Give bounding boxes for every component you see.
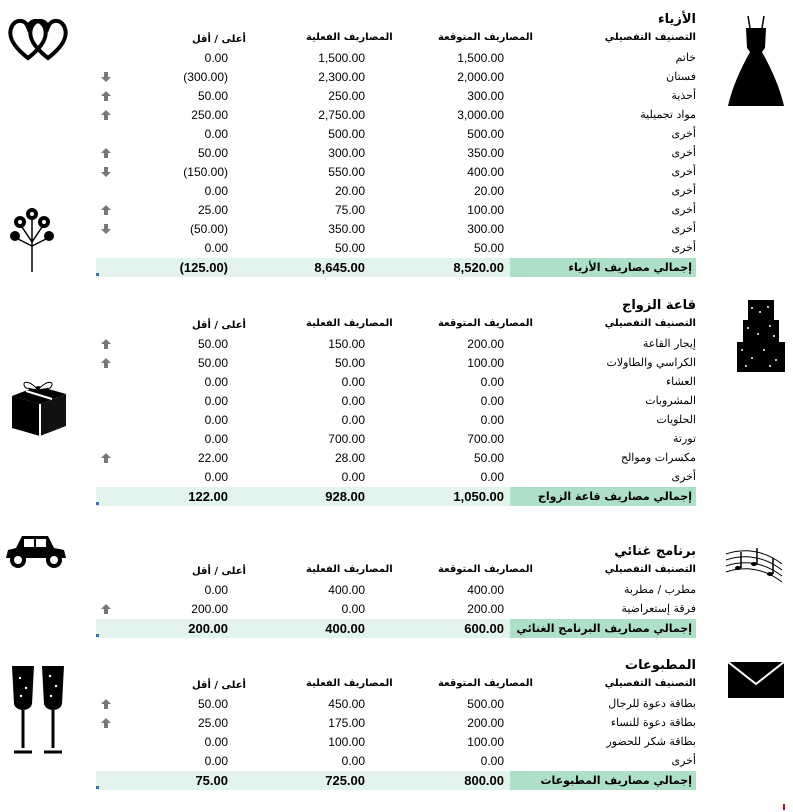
header-label: التصنيف التفصيلي (604, 318, 696, 329)
table-row (96, 449, 696, 468)
row-marker (96, 502, 99, 505)
expected-value: 300.00 (467, 89, 504, 103)
diff-value: 0.00 (204, 241, 228, 255)
row-marker (96, 634, 99, 637)
header-expected: المصاريف المتوقعة (438, 318, 533, 329)
header-actual: المصاريف الفعلية (306, 318, 393, 329)
diff-value: 0.00 (204, 735, 228, 749)
category-label: أخرى (671, 241, 696, 254)
arrow-up-icon (100, 603, 112, 615)
expected-value: 500.00 (467, 697, 504, 711)
diff-value: 50.00 (197, 697, 228, 711)
total-actual: 400.00 (325, 621, 365, 636)
actual-value: 75.00 (334, 203, 365, 217)
actual-value: 0.00 (341, 602, 365, 616)
total-label: إجمالي مصاريف الأزياء (568, 261, 692, 274)
table-row (96, 600, 696, 619)
expected-value: 0.00 (480, 470, 504, 484)
expected-value: 400.00 (467, 583, 504, 597)
arrow-up-icon (100, 452, 112, 464)
flowers-icon (10, 206, 54, 274)
diff-value: 50.00 (197, 146, 228, 160)
total-actual: 725.00 (325, 773, 365, 788)
total-actual: 928.00 (325, 489, 365, 504)
actual-value: 300.00 (328, 146, 365, 160)
category-label: بطاقة دعوة للرجال (608, 697, 696, 710)
arrow-down-icon (100, 223, 112, 235)
arrow-up-icon (100, 109, 112, 121)
arrow-up-icon (100, 204, 112, 216)
section-title: قاعة الزواج (621, 298, 696, 313)
category-label: الكراسي والطاولات (606, 356, 696, 369)
diff-value: (300.00) (183, 70, 228, 84)
section-wedding-hall (96, 296, 696, 508)
header-expected: المصاريف المتوقعة (438, 32, 533, 43)
total-actual: 8,645.00 (314, 260, 365, 275)
total-row (96, 771, 696, 790)
total-diff: (125.00) (179, 260, 228, 275)
table-row (96, 49, 696, 68)
actual-value: 28.00 (334, 451, 365, 465)
total-diff: 75.00 (195, 773, 228, 788)
diff-value: 0.00 (204, 583, 228, 597)
diff-value: 0.00 (204, 432, 228, 446)
table-row (96, 106, 696, 125)
category-label: بطاقة دعوة للنساء (610, 716, 696, 729)
category-label: أخرى (671, 470, 696, 483)
table-row (96, 392, 696, 411)
actual-value: 50.00 (334, 241, 365, 255)
table-row (96, 468, 696, 487)
category-label: أخرى (671, 754, 696, 767)
row-marker (96, 273, 99, 276)
expected-value: 100.00 (467, 203, 504, 217)
header-diff: أعلى / أقل (192, 320, 246, 331)
header-diff: أعلى / أقل (192, 566, 246, 577)
gift-icon (10, 376, 68, 438)
total-row (96, 487, 696, 506)
arrow-up-icon (100, 357, 112, 369)
total-label: إجمالي مصاريف قاعة الزواج (537, 490, 692, 503)
category-label: أخرى (671, 222, 696, 235)
table-row (96, 335, 696, 354)
diff-value: 200.00 (191, 602, 228, 616)
table-row (96, 182, 696, 201)
category-label: أخرى (671, 184, 696, 197)
header-diff: أعلى / أقل (192, 34, 246, 45)
table-row (96, 733, 696, 752)
table-row (96, 695, 696, 714)
actual-value: 50.00 (334, 356, 365, 370)
section-title: المطبوعات (625, 658, 696, 673)
diff-value: (150.00) (183, 165, 228, 179)
diff-value: 0.00 (204, 375, 228, 389)
actual-value: 0.00 (341, 375, 365, 389)
actual-value: 2,300.00 (318, 70, 365, 84)
actual-value: 175.00 (328, 716, 365, 730)
header-label: التصنيف التفصيلي (604, 564, 696, 575)
expected-value: 200.00 (467, 716, 504, 730)
table-row (96, 87, 696, 106)
actual-value: 20.00 (334, 184, 365, 198)
total-expected: 600.00 (464, 621, 504, 636)
diff-value: 0.00 (204, 413, 228, 427)
actual-value: 250.00 (328, 89, 365, 103)
category-label: أحذية (671, 89, 696, 102)
table-row (96, 144, 696, 163)
actual-value: 500.00 (328, 127, 365, 141)
total-diff: 122.00 (188, 489, 228, 504)
dress-icon (728, 14, 784, 110)
expected-value: 50.00 (473, 241, 504, 255)
table-row (96, 201, 696, 220)
cake-icon (736, 298, 786, 376)
diff-value: 25.00 (197, 203, 228, 217)
total-row (96, 619, 696, 638)
expected-value: 100.00 (467, 356, 504, 370)
expected-value: 300.00 (467, 222, 504, 236)
table-row (96, 411, 696, 430)
actual-value: 0.00 (341, 754, 365, 768)
expected-value: 20.00 (473, 184, 504, 198)
total-expected: 1,050.00 (453, 489, 504, 504)
arrow-up-icon (100, 338, 112, 350)
section-fashion (96, 10, 696, 280)
category-label: فرقة إستعراضية (621, 602, 696, 615)
actual-value: 350.00 (328, 222, 365, 236)
category-label: أخرى (671, 127, 696, 140)
arrow-up-icon (100, 90, 112, 102)
expected-value: 3,000.00 (457, 108, 504, 122)
total-diff: 200.00 (188, 621, 228, 636)
actual-value: 100.00 (328, 735, 365, 749)
diff-value: 0.00 (204, 754, 228, 768)
diff-value: 25.00 (197, 716, 228, 730)
section-title: برنامج غنائي (614, 544, 696, 559)
actual-value: 1,500.00 (318, 51, 365, 65)
diff-value: 0.00 (204, 127, 228, 141)
category-label: أخرى (671, 165, 696, 178)
expected-value: 200.00 (467, 602, 504, 616)
diff-value: 50.00 (197, 356, 228, 370)
diff-value: 0.00 (204, 394, 228, 408)
category-label: أخرى (671, 146, 696, 159)
table-row (96, 354, 696, 373)
actual-value: 700.00 (328, 432, 365, 446)
table-row (96, 125, 696, 144)
table-row (96, 752, 696, 771)
arrow-up-icon (100, 147, 112, 159)
category-label: مواد تجميلية (640, 108, 696, 121)
header-diff: أعلى / أقل (192, 680, 246, 691)
category-label: فستان (666, 70, 696, 83)
category-label: مطرب / مطربة (624, 583, 696, 596)
table-row (96, 220, 696, 239)
diff-value: 50.00 (197, 89, 228, 103)
expected-value: 1,500.00 (457, 51, 504, 65)
expected-value: 50.00 (473, 451, 504, 465)
envelope-icon (728, 662, 784, 698)
expected-value: 200.00 (467, 337, 504, 351)
category-label: أخرى (671, 203, 696, 216)
table-row (96, 68, 696, 87)
category-label: بطاقة شكر للحضور (606, 735, 696, 748)
expected-value: 2,000.00 (457, 70, 504, 84)
category-label: المشروبات (645, 394, 696, 407)
diff-value: (50.00) (189, 222, 228, 236)
header-label: التصنيف التفصيلي (604, 678, 696, 689)
expected-value: 500.00 (467, 127, 504, 141)
actual-value: 0.00 (341, 394, 365, 408)
header-actual: المصاريف الفعلية (306, 564, 393, 575)
table-row (96, 581, 696, 600)
category-label: إيجار القاعة (642, 337, 696, 350)
header-actual: المصاريف الفعلية (306, 678, 393, 689)
music-notes-icon (724, 544, 784, 590)
hearts-icon (6, 16, 70, 64)
table-row (96, 373, 696, 392)
expected-value: 0.00 (480, 394, 504, 408)
expected-value: 400.00 (467, 165, 504, 179)
arrow-up-icon (100, 717, 112, 729)
actual-value: 0.00 (341, 470, 365, 484)
expected-value: 100.00 (467, 735, 504, 749)
category-label: مكسرات وموالح (620, 451, 696, 464)
category-label: العشاء (665, 375, 696, 388)
actual-value: 2,750.00 (318, 108, 365, 122)
category-label: تورتة (672, 432, 696, 445)
table-row (96, 239, 696, 258)
header-expected: المصاريف المتوقعة (438, 564, 533, 575)
category-label: الحلويات (656, 413, 696, 426)
diff-value: 0.00 (204, 184, 228, 198)
actual-value: 0.00 (341, 413, 365, 427)
header-expected: المصاريف المتوقعة (438, 678, 533, 689)
diff-value: 0.00 (204, 470, 228, 484)
diff-value: 0.00 (204, 51, 228, 65)
actual-value: 550.00 (328, 165, 365, 179)
diff-value: 50.00 (197, 337, 228, 351)
arrow-down-icon (100, 71, 112, 83)
actual-value: 150.00 (328, 337, 365, 351)
table-row (96, 163, 696, 182)
expected-value: 0.00 (480, 754, 504, 768)
total-row (96, 258, 696, 277)
champagne-glasses-icon (6, 664, 70, 758)
row-marker (96, 786, 99, 789)
total-label: إجمالي مصاريف المطبوعات (540, 774, 692, 787)
table-row (96, 430, 696, 449)
table-row (96, 714, 696, 733)
actual-value: 400.00 (328, 583, 365, 597)
expected-value: 700.00 (467, 432, 504, 446)
diff-value: 250.00 (191, 108, 228, 122)
arrow-down-icon (100, 166, 112, 178)
section-title: الأزياء (657, 12, 696, 27)
section-music-program (96, 542, 696, 640)
actual-value: 450.00 (328, 697, 365, 711)
expected-value: 0.00 (480, 413, 504, 427)
category-label: خاتم (675, 51, 696, 64)
expected-value: 0.00 (480, 375, 504, 389)
arrow-up-icon (100, 698, 112, 710)
total-expected: 800.00 (464, 773, 504, 788)
header-actual: المصاريف الفعلية (306, 32, 393, 43)
total-label: إجمالي مصاريف البرنامج الغنائي (516, 622, 692, 635)
diff-value: 22.00 (197, 451, 228, 465)
section-prints (96, 656, 696, 792)
red-mark (783, 804, 789, 810)
car-icon (2, 528, 70, 572)
expected-value: 350.00 (467, 146, 504, 160)
total-expected: 8,520.00 (453, 260, 504, 275)
header-label: التصنيف التفصيلي (604, 32, 696, 43)
